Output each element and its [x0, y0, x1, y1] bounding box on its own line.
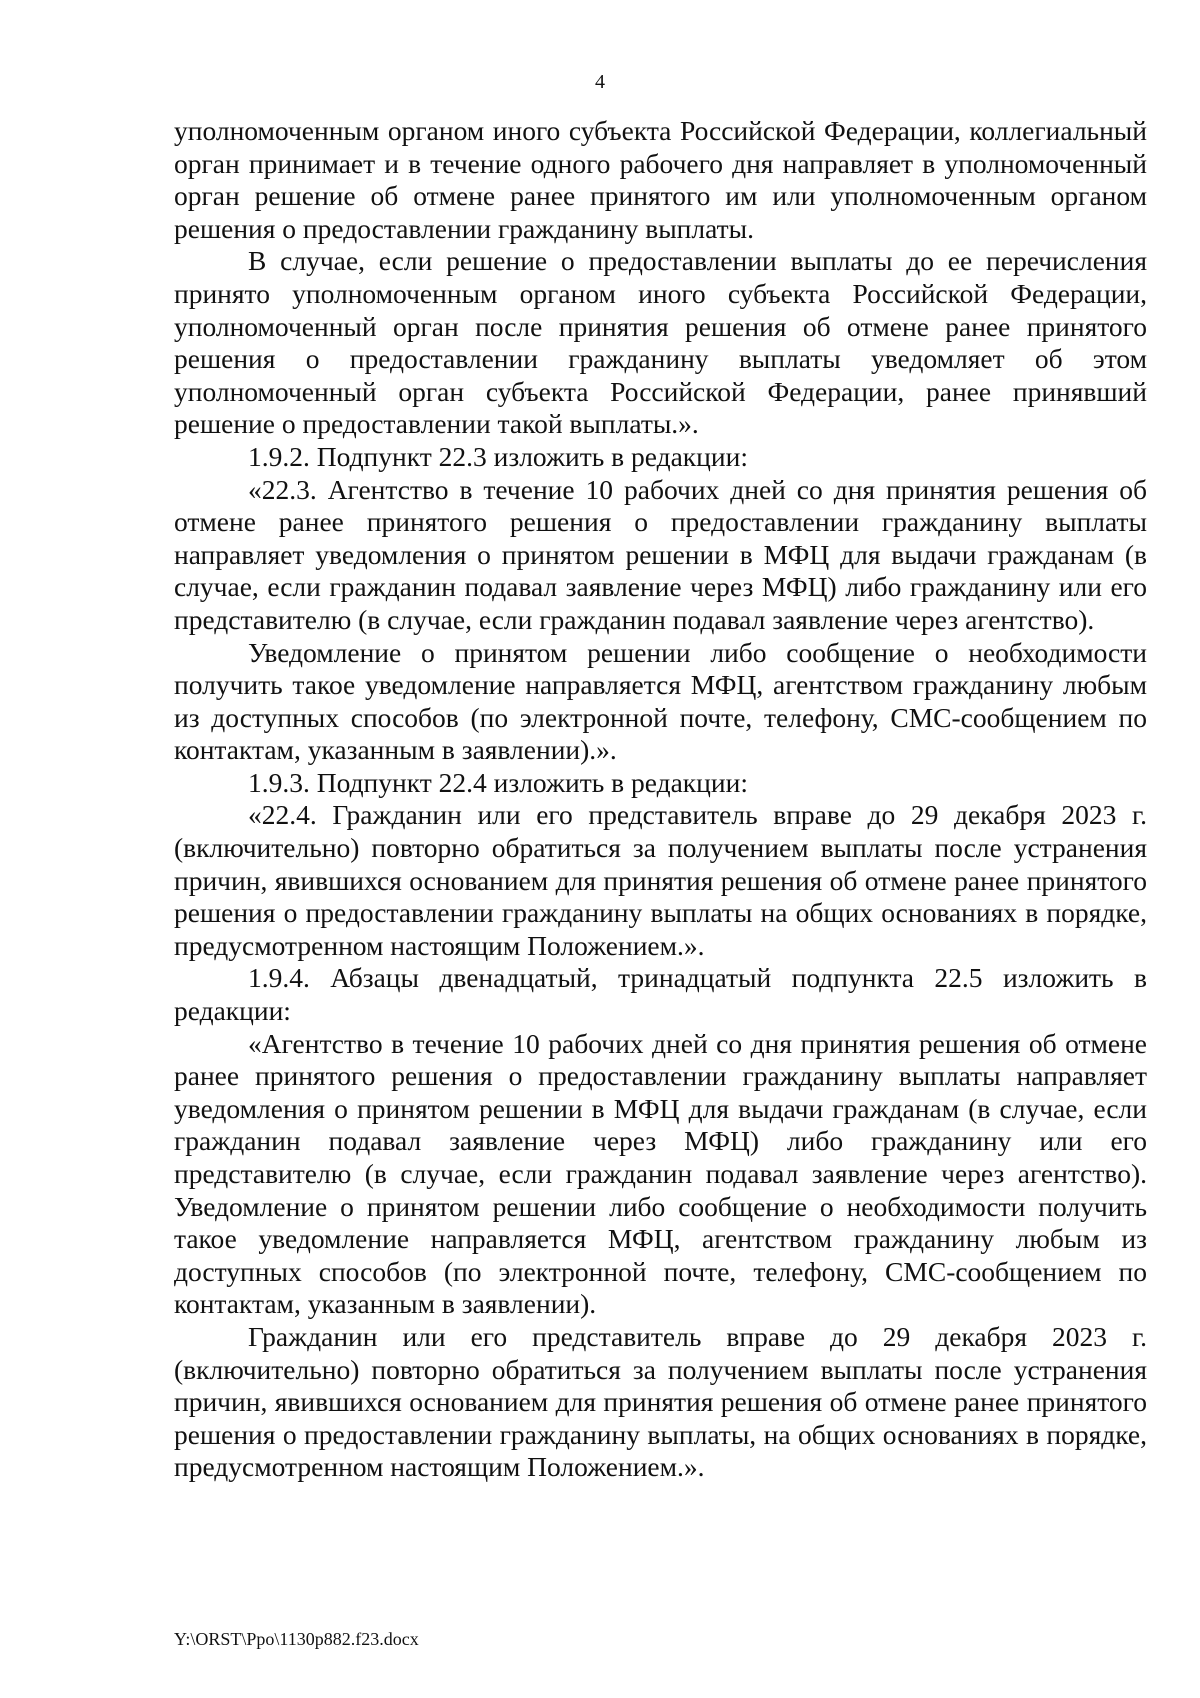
paragraph: «Агентство в течение 10 рабочих дней со дня принятия решения об отмене ранее принятого решения о предоставлении гражданину выплаты направляет уведомления о принятом решении в МФЦ для выдачи гражданам (в случае, если гражданин подавал заявление через МФЦ) либо гражданину или его представителю (в случае, если гражданин подавал заявление через агентство). Уведомление о принятом решении либо сообщение о необходимости получить такое уведомление направляется МФЦ, агентством гражданину любым из доступных способов (по электронной почте, телефону, СМС-сообщением по контактам, указанным в заявлении).	[174, 1027, 1147, 1320]
paragraph-subclause-heading: 1.9.4. Абзацы двенадцатый, тринадцатый подпункта 22.5 изложить в редакции:	[174, 962, 1147, 1027]
file-path-footer: Y:\ORST\Ppo\1130p882.f23.docx	[174, 1629, 419, 1649]
paragraph-subclause-heading: 1.9.2. Подпункт 22.3 изложить в редакции:	[248, 440, 748, 472]
paragraph: Гражданин или его представитель вправе до 29 декабря 2023 г. (включительно) повторно обратиться за получением выплаты после устранения причин, явившихся основанием для принятия решения об отмене ранее принятого решения о предоставлении гражданину выплаты, на общих основаниях в порядке, предусмотренном настоящим Положением.».	[174, 1320, 1147, 1483]
paragraph: «22.3. Агентство в течение 10 рабочих дней со дня принятия решения об отмене ранее принятого решения о предоставлении гражданину выплаты направляет уведомления о принятом решении в МФЦ для выдачи гражданам (в случае, если гражданин подавал заявление через МФЦ) либо гражданину или его представителю (в случае, если гражданин подавал заявление через агентство).	[174, 473, 1147, 635]
document-body	[174, 115, 1147, 1484]
paragraph: В случае, если решение о предоставлении выплаты до ее перечисления принято уполномоченным органом иного субъекта Российской Федерации, уполномоченный орган после принятия решения об отмене ранее принятого решения о предоставлении гражданину выплаты уведомляет об этом уполномоченный орган субъекта Российской Федерации, ранее принявший решение о предоставлении такой выплаты.».	[174, 245, 1147, 440]
page-number: 4	[595, 71, 605, 93]
paragraph-continuation: уполномоченным органом иного субъекта Российской Федерации, коллегиальный орган принимает и в течение одного рабочего дня направляет в уполномоченный орган решение об отмене ранее принятого им или уполномоченным органом решения о предоставлении гражданину выплаты.	[174, 115, 1147, 244]
paragraph: «22.4. Гражданин или его представитель вправе до 29 декабря 2023 г. (включительно) повторно обратиться за получением выплаты после устранения причин, явившихся основанием для принятия решения об отмене ранее принятого решения о предоставлении гражданину выплаты на общих основаниях в порядке, предусмотренном настоящим Положением.».	[174, 799, 1147, 961]
paragraph: Уведомление о принятом решении либо сообщение о необходимости получить такое уведомление направляется МФЦ, агентством гражданину любым из доступных способов (по электронной почте, телефону, СМС-сообщением по контактам, указанным в заявлении).».	[174, 636, 1147, 766]
paragraph-subclause-heading: 1.9.3. Подпункт 22.4 изложить в редакции:	[248, 766, 748, 798]
